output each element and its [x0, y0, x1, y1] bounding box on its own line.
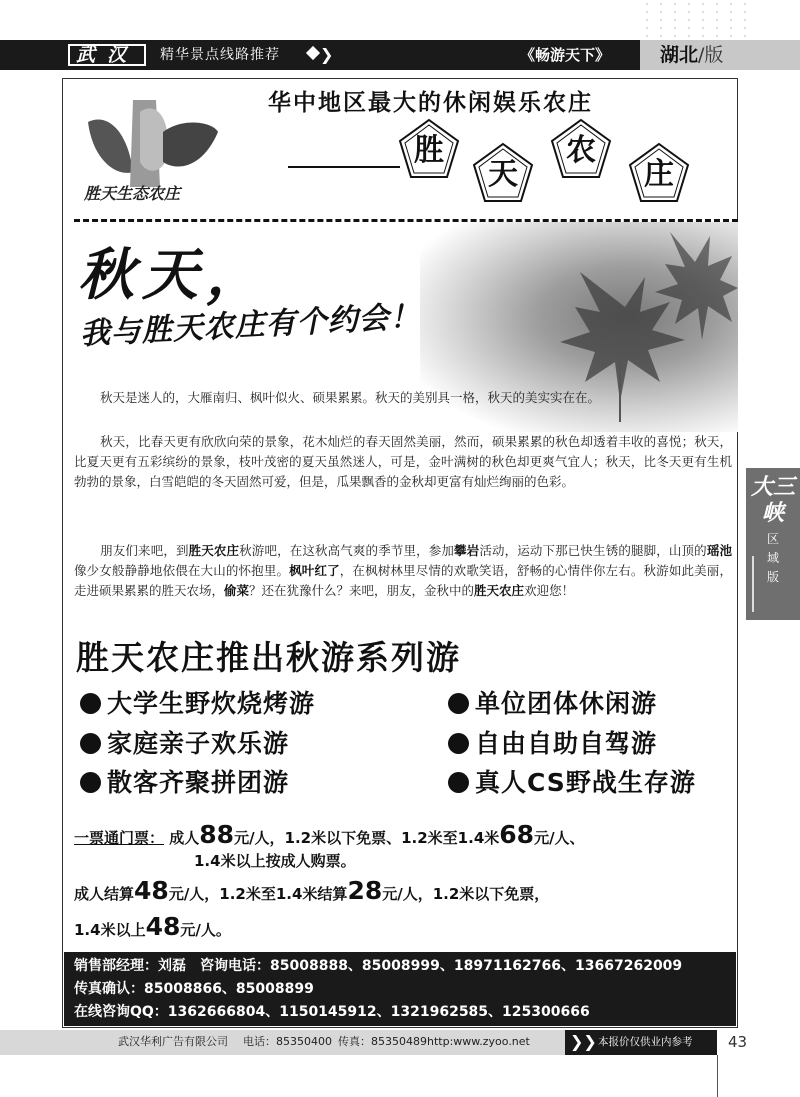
footer-note: 本报价仅供业内参考 [598, 1036, 693, 1048]
brand-char-4: 庄 [644, 157, 674, 192]
invite-text-5: ，在枫树林里尽情的欢歌笑语，舒畅的心情伴你左右。秋游如此美丽，走进硕果累累的胜天农场， [74, 563, 732, 598]
price-text: 成人结算 [74, 885, 135, 903]
page-header [0, 40, 800, 70]
settle-over-price: 48 [145, 912, 181, 941]
headline-autumn: 秋天， [78, 242, 270, 308]
tour-item [80, 688, 315, 720]
bullet-icon [80, 733, 101, 754]
tour-label: 散客齐聚拼团游 [107, 768, 290, 797]
price-text: 元/人，1.2米以下免票、1.2米至1.4米 [234, 829, 500, 847]
price-line-4 [74, 914, 231, 943]
tour-label: 单位团体休闲游 [475, 689, 658, 718]
invite-text-6: ？还在犹豫什么？来吧，朋友，金秋中的 [249, 583, 475, 598]
chevron-right-icon: ❯ [320, 45, 334, 64]
price-line-2: 1.4米以上按成人购票。 [194, 852, 356, 870]
side-tab-sub-2: 域 [766, 551, 779, 565]
double-chevron-icon: ❯❯ [570, 1032, 597, 1051]
bullet-icon [448, 772, 469, 793]
invite-text-2: 秋游吧，在这秋高气爽的季节里，参加 [239, 543, 455, 558]
price-text: 1.4米以上 [74, 921, 146, 939]
footer-website: http:www.zyoo.net [427, 1035, 530, 1048]
side-tab-title: 大三峡 [750, 474, 795, 526]
price-text: 元/人，1.2米以下免票， [382, 885, 550, 903]
contact-block [64, 952, 736, 1026]
price-text: 元/人，1.2米至1.4米结算 [168, 885, 348, 903]
footer-vertical-rule [717, 1055, 718, 1097]
paragraph-invite [74, 541, 732, 601]
invite-bold-1: 胜天农庄 [188, 543, 240, 558]
brand-slogan: 华中地区最大的休闲娱乐农庄 [268, 90, 593, 116]
price-text: 元/人、 [534, 829, 585, 847]
contact-manager-line: 销售部经理：刘磊 咨询电话：85008888、85008999、18971162766、13667262009 [74, 958, 683, 974]
price-text: 成人 [169, 829, 200, 847]
invite-text-7: 欢迎您！ [524, 583, 575, 598]
footer-phone: 电话：85350400 [243, 1035, 332, 1048]
tour-label: 家庭亲子欢乐游 [107, 729, 290, 758]
tour-item [448, 767, 696, 799]
invite-bold-2: 攀岩 [454, 543, 480, 558]
tour-item [448, 688, 657, 720]
price-text: 元/人。 [180, 921, 231, 939]
child-price: 68 [499, 820, 535, 849]
brand-char-3: 农 [566, 133, 596, 168]
region-name: 湖北 [660, 44, 699, 66]
brand-char-1: 胜 [414, 133, 444, 168]
headline-date: 我与胜天农庄有个约会！ [79, 299, 422, 352]
price-line-1 [74, 822, 585, 851]
tour-label: 自由自助自驾游 [475, 729, 658, 758]
invite-text-3: 活动，运动下那已快生锈的腿脚，山顶的 [479, 543, 707, 558]
region-side-tab [746, 468, 800, 620]
name-underline [288, 166, 400, 168]
price-line-3 [74, 878, 549, 907]
bullet-icon [448, 733, 469, 754]
page-footer [0, 1030, 800, 1055]
header-city: 武汉 [68, 44, 146, 66]
logo-text: 胜天生态农庄 [84, 184, 181, 203]
footer-company: 武汉华利广告有限公司 [118, 1035, 228, 1048]
magazine-title: 《畅游天下》 [520, 46, 611, 64]
bullet-icon [80, 693, 101, 714]
side-tab-divider [752, 556, 754, 612]
header-region: 湖北/版 [660, 44, 724, 66]
ticket-label: 一票通门票： [74, 829, 165, 847]
paragraph-seasons-text: 秋天，比春天更有欣欣向荣的景象，花木灿烂的春天固然美丽，然而，硕果累累的秋色却透着丰收的喜悦；秋天，比夏天更有五彩缤纷的景象，枝叶茂密的夏天虽然迷人，可是，金叶满树的秋色却更爽气宜人；秋天，比冬天更有生机勃勃的景象，白雪皑皑的冬天固然可爱，但是，瓜果飘香的金秋却更富有灿烂绚丽的色彩。 [74, 434, 732, 489]
invite-bold-3: 瑶池 [706, 543, 732, 558]
bullet-icon [80, 772, 101, 793]
settle-adult-price: 48 [134, 876, 169, 905]
series-title: 胜天农庄推出秋游系列游 [76, 638, 461, 677]
invite-bold-4: 枫叶红了 [289, 563, 340, 578]
footer-fax: 传真：85350489 [338, 1035, 427, 1048]
tour-label: 真人CS野战生存游 [475, 768, 696, 797]
side-tab-sub-1: 区 [766, 532, 779, 546]
brand-char-2: 天 [488, 157, 518, 192]
bullet-icon [448, 693, 469, 714]
invite-text-4: 像少女般静静地依偎在大山的怀抱里。 [74, 563, 290, 578]
invite-bold-5: 偷菜 [224, 583, 250, 598]
decorative-dots [640, 0, 750, 38]
tour-item [80, 728, 289, 760]
paragraph-intro [74, 388, 732, 408]
contact-fax-line: 传真确认：85008866、85008899 [74, 981, 314, 997]
adult-price: 88 [199, 820, 235, 849]
invite-bold-6: 胜天农庄 [474, 583, 525, 598]
tour-label: 大学生野炊烧烤游 [107, 689, 316, 718]
header-section-title: 精华景点线路推荐 [160, 47, 280, 63]
invite-text-1: 朋友们来吧，到 [100, 543, 189, 558]
region-suffix: 版 [704, 44, 724, 66]
paragraph-intro-text: 秋天是迷人的，大雁南归、枫叶似火、硕果累累。秋天的美别具一格，秋天的美实实在在。 [100, 390, 601, 405]
paragraph-seasons [74, 432, 732, 492]
contact-qq-line: 在线咨询QQ：1362666804、1150145912、1321962585、125300666 [74, 1004, 590, 1020]
side-tab-sub-3: 版 [766, 570, 779, 584]
tour-item [448, 728, 657, 760]
page-number: 43 [728, 1033, 748, 1051]
settle-child-price: 28 [347, 876, 383, 905]
tour-item [80, 767, 289, 799]
